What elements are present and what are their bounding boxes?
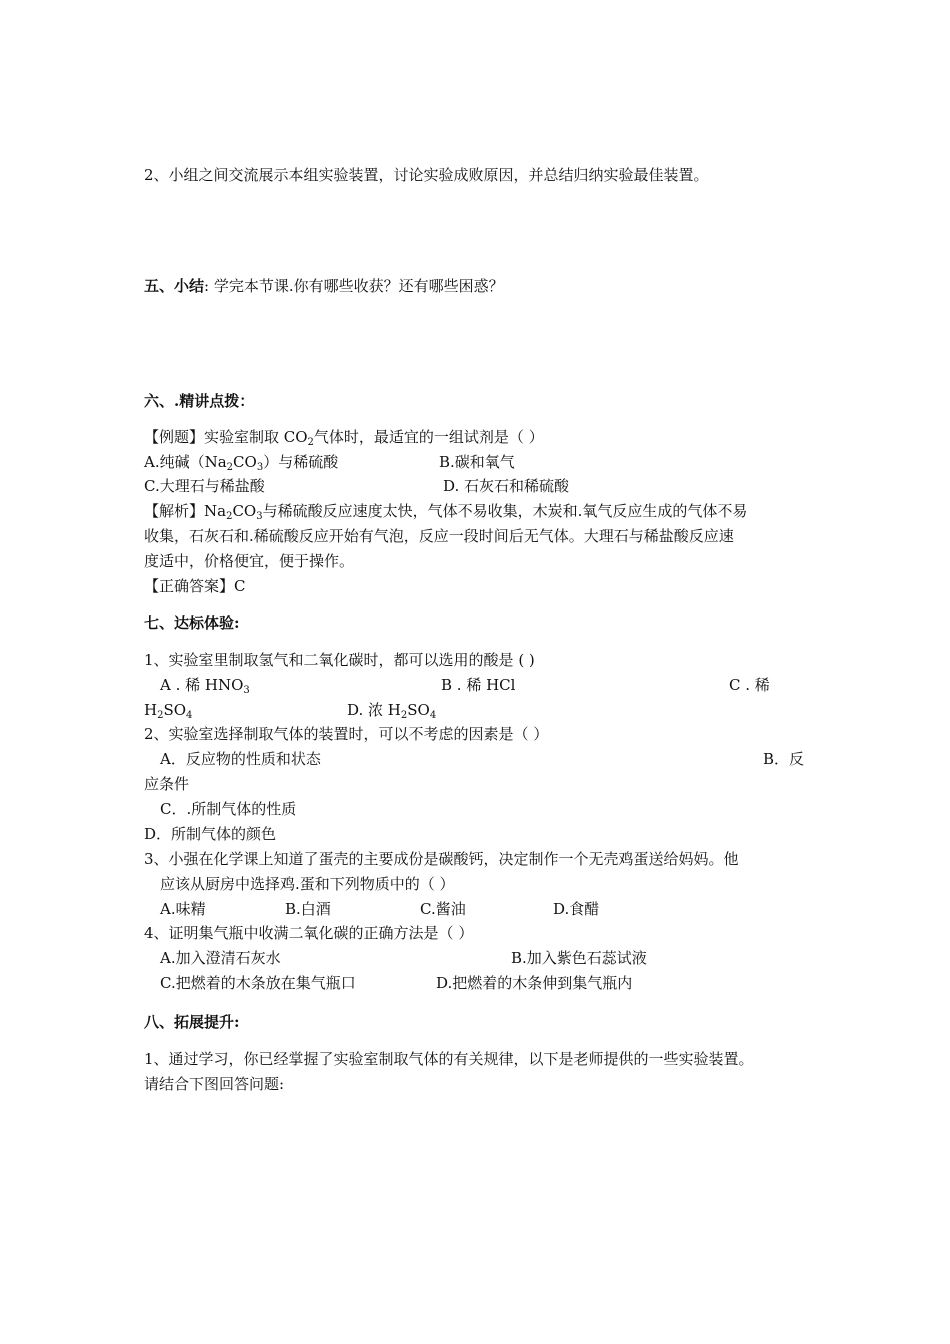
q2-option-b-cont: 应条件 (144, 775, 190, 793)
q1-option-c-cont: $H_2SO_4$ (144, 701, 193, 721)
q2-option-a: A．反应物的性质和状态 (160, 750, 321, 768)
q1-option-c: C . 稀 (729, 676, 770, 694)
q1-option-b: B . 稀 HCl (441, 676, 516, 694)
analysis-line-2: 收集，石灰石和.稀硫酸反应开始有气泡，反应一段时间后无气体。大理石与稀盐酸反应速 (144, 527, 734, 545)
section8-line-2: 请结合下图回答问题: (144, 1075, 285, 1093)
q4-option-b: B.加入紫色石蕊试液 (511, 949, 647, 967)
q3-stem-line-2: 应该从厨房中选择鸡.蛋和下列物质中的（ ） (160, 875, 455, 893)
q2-option-d: D．所制气体的颜色 (144, 825, 277, 843)
q3-option-a: A.味精 (160, 900, 206, 918)
q3-option-b: B.白酒 (285, 900, 331, 918)
example-question: 【例题】实验室制取 $CO_2$气体时，最适宜的一组试剂是（ ） (144, 428, 544, 448)
q3-option-d: D.食醋 (553, 900, 600, 918)
example-option-a: A.纯碱$(Na_2CO_3)$与稀硫酸 (144, 453, 339, 473)
section6-heading: 六、.精讲点拨： (144, 392, 255, 410)
section5-heading: 五、小结 (144, 277, 205, 295)
q1-option-d: D. 浓 $H_2SO_4$ (347, 701, 437, 721)
q4-option-c: C.把燃着的木条放在集气瓶口 (160, 974, 356, 992)
section4-item-2: 2、小组之间交流展示本组实验装置，讨论实验成败原因，并总结归纳实验最佳装置。 (144, 166, 709, 184)
section5-summary (144, 276, 504, 296)
q2-option-b: B．反 (763, 750, 805, 768)
example-option-d: D. 石灰石和稀硫酸 (443, 477, 570, 495)
correct-answer: 【正确答案】C (144, 577, 246, 595)
q4-option-d: D.把燃着的木条伸到集气瓶内 (436, 974, 633, 992)
example-option-b: B.碳和氧气 (439, 453, 515, 471)
example-option-c: C.大理石与稀盐酸 (144, 477, 265, 495)
section5-text: : 学完本节课.你有哪些收获？还有哪些困惑？ (204, 277, 504, 295)
analysis-line-3: 度适中，价格便宜，便于操作。 (144, 552, 355, 570)
section8-line-1: 1、通过学习，你已经掌握了实验室制取气体的有关规律，以下是老师提供的一些实验装置。 (144, 1050, 754, 1068)
q4-stem: 4、证明集气瓶中收满二氧化碳的正确方法是（ ） (144, 924, 474, 942)
q3-stem-line-1: 3、小强在化学课上知道了蛋壳的主要成份是碳酸钙，决定制作一个无壳鸡蛋送给妈妈。他 (144, 850, 739, 868)
q3-option-c: C.酱油 (420, 900, 466, 918)
q1-stem: 1、实验室里制取氢气和二氧化碳时，都可以选用的酸是 ( ) (144, 651, 535, 669)
analysis-line-1: 【解析】$Na_2CO_3$与稀硫酸反应速度太快，气体不易收集，木炭和.氧气反应生成的气体不易 (144, 502, 748, 522)
q4-option-a: A.加入澄清石灰水 (160, 949, 281, 967)
q2-stem: 2、实验室选择制取气体的装置时，可以不考虑的因素是（ ） (144, 725, 549, 743)
section7-heading: 七、达标体验: (144, 614, 240, 632)
section8-heading: 八、拓展提升: (144, 1013, 240, 1031)
q2-option-c: C．.所制气体的性质 (160, 800, 297, 818)
q1-option-a: A . 稀 $HNO_3$ (160, 676, 250, 696)
